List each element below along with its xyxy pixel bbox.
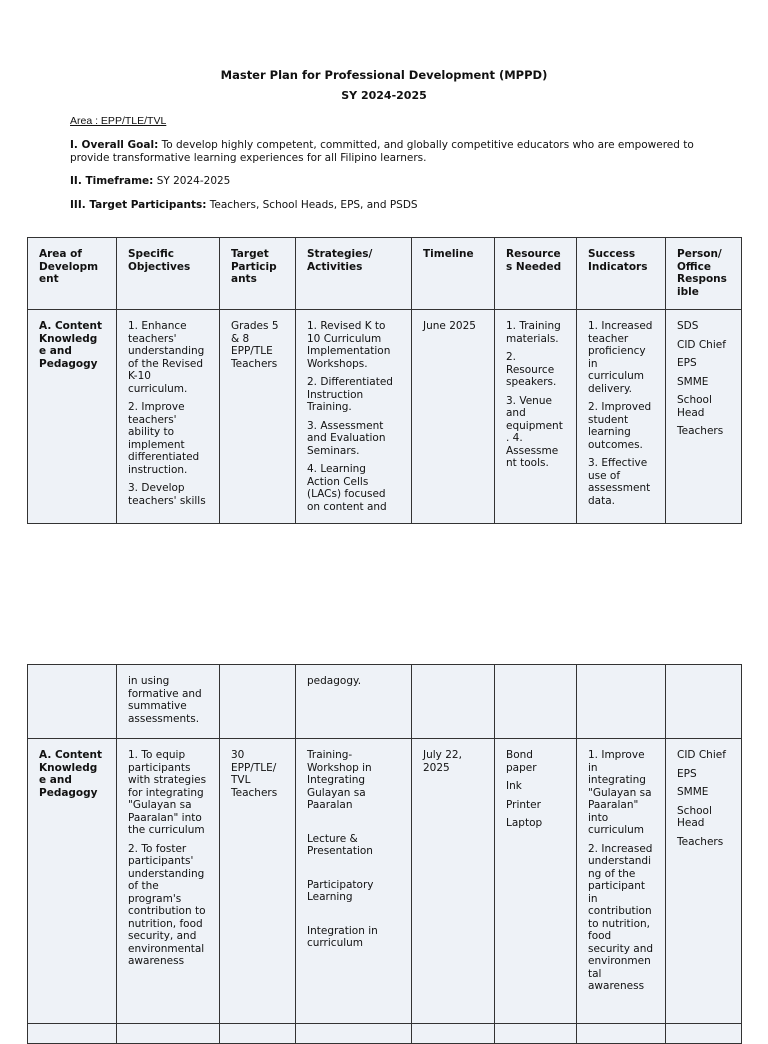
header-objectives: Specific Objectives [117,238,220,310]
cell-responsible [666,310,742,524]
cell-area: A. Content Knowledg e and Pedagogy [28,739,117,1024]
cell-empty [28,665,117,739]
responsible-item: SDS [677,320,699,332]
responsible-item: Teachers [677,835,724,848]
cell-empty [412,1023,495,1043]
responsible-item: Teachers [677,425,724,437]
cell-empty [220,1023,296,1043]
resource-item: Printer [506,798,541,811]
cell-responsible [666,739,742,1024]
header-area: Area of Developm ent [28,238,117,310]
timeframe [70,175,710,188]
resource-item: Bond paper [506,749,537,774]
resource-item: Laptop [506,817,543,830]
responsible-item: SMME [677,375,709,388]
responsible-item: School Head [677,804,712,830]
cell-objectives [117,310,220,524]
objective-item: 1. Enhance teachers' understanding of the Revised K-10 curriculum. [128,320,205,395]
cell-indicators [577,739,666,1024]
objective-item: 1. To equip participants with strategies for integrating "Gulayan sa Paaralan" into the curriculum [128,749,207,837]
header-responsible: Person/ Office Respons ible [666,238,742,310]
indicator-item: 2. Increased understandi ng of the participant in contribution to nutrition, food security and environmen tal awareness [588,842,654,993]
mppd-table-page1 [27,237,742,524]
header-timeline: Timeline [412,238,495,310]
cell-empty [666,665,742,739]
mppd-table-page2 [27,664,742,1044]
indicator-item: 1. Improve in integrating "Gulayan sa Paaralan" into curriculum [588,749,652,837]
strategy-item: Lecture & Presentation [307,832,373,858]
cell-empty [495,1023,577,1043]
resource-item: 3. Venue and equipment . 4. Assessme nt tools. [506,394,563,469]
cell-objectives [117,739,220,1024]
cell-area: A. Content Knowledg e and Pedagogy [28,310,117,524]
strategy-item: 4. Learning Action Cells (LACs) focused on content and [307,463,387,513]
table-row-continued [28,665,742,739]
resource-item: Ink [506,780,522,793]
table-row [28,739,742,1024]
strategy-item: 1. Revised K to 10 Curriculum Implementation Workshops. [307,320,391,370]
overall-goal [70,139,710,164]
cell-empty [495,665,577,739]
target-participants-label: III. Target Participants: [70,199,207,211]
resource-item: 2. Resource speakers. [506,351,557,388]
header-resources: Resource s Needed [495,238,577,310]
cell-participants: 30 EPP/TLE/ TVL Teachers [220,739,296,1024]
responsible-item: CID Chief [677,749,726,762]
cell-empty [577,665,666,739]
cell-strategies [296,739,412,1024]
cell-participants: Grades 5 & 8 EPP/TLE Teachers [220,310,296,524]
cell-indicators [577,310,666,524]
responsible-item: CID Chief [677,338,726,351]
cell-timeline: July 22, 2025 [412,739,495,1024]
header-row [28,238,742,310]
strategy-item: Participatory Learning [307,878,374,904]
header-indicators: Success Indicators [577,238,666,310]
cell-strategies-cont: pedagogy. [296,665,412,739]
table-row-next [28,1023,742,1043]
objective-item: 2. Improve teachers' ability to implement differentiated instruction. [128,401,200,476]
target-participants-text: Teachers, School Heads, EPS, and PSDS [206,199,418,211]
cell-empty [412,665,495,739]
strategy-item: 2. Differentiated Instruction Training. [307,376,393,413]
cell-empty [28,1023,117,1043]
resource-item: 1. Training materials. [506,320,561,345]
school-year: SY 2024-2025 [341,89,427,102]
header-strategies: Strategies/ Activities [296,238,412,310]
responsible-item: EPS [677,767,697,780]
timeframe-text: SY 2024-2025 [153,175,231,187]
responsible-item: School Head [677,394,712,419]
indicator-item: 1. Increased teacher proficiency in curriculum delivery. [588,320,653,395]
table-row [28,310,742,524]
cell-empty [220,665,296,739]
cell-empty [117,1023,220,1043]
overall-goal-label: I. Overall Goal: [70,139,159,151]
cell-empty [296,1023,412,1043]
area-label: Area : EPP/TLE/TVL [70,115,167,127]
cell-resources [495,739,577,1024]
target-participants [70,199,710,212]
responsible-item: SMME [677,786,709,799]
cell-empty [666,1023,742,1043]
objective-item: 2. To foster participants' understanding of the program's contribution to nutrition, food security, and environmental awareness [128,842,206,968]
indicator-item: 3. Effective use of assessment data. [588,457,651,507]
indicator-item: 2. Improved student learning outcomes. [588,401,652,451]
responsible-item: EPS [677,357,697,369]
overall-goal-text: To develop highly competent, committed, and globally competitive educators who are empowered to provide transformative learning experiences for all Filipino learners. [70,139,694,164]
objective-item: 3. Develop teachers' skills [128,482,206,507]
document-title: Master Plan for Professional Development (MPPD) [220,68,548,82]
cell-timeline: June 2025 [412,310,495,524]
cell-resources [495,310,577,524]
timeframe-label: II. Timeframe: [70,175,154,187]
strategy-item: 3. Assessment and Evaluation Seminars. [307,419,386,457]
cell-objectives-cont: in using formative and summative assessments. [117,665,220,739]
strategy-item: Integration in curriculum [307,924,378,950]
strategy-item: Training-Workshop in Integrating Gulayan sa Paaralan [307,749,372,812]
cell-empty [577,1023,666,1043]
cell-strategies [296,310,412,524]
header-participants: Target Particip ants [220,238,296,310]
